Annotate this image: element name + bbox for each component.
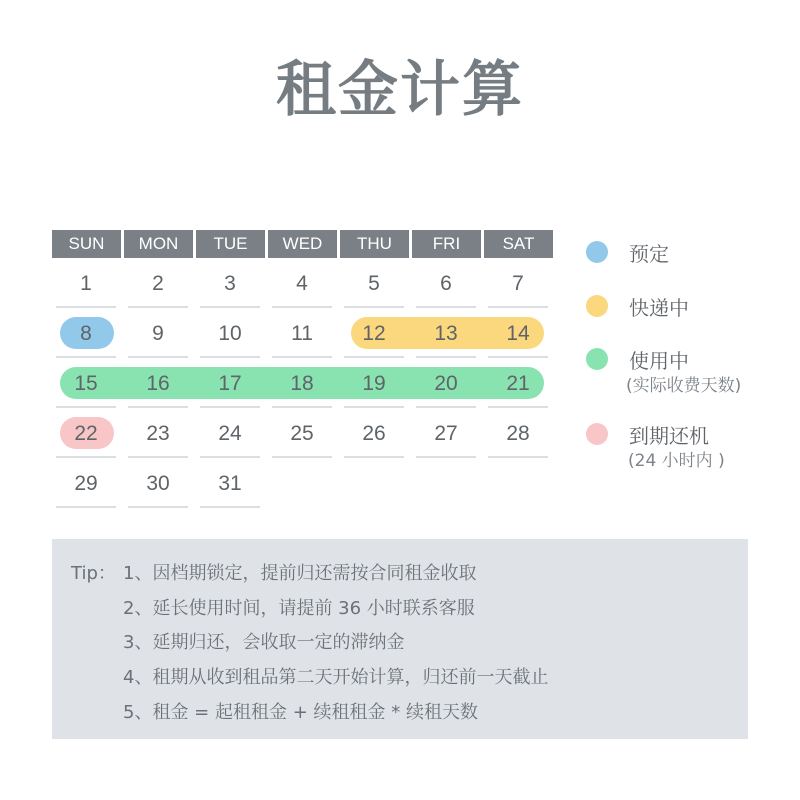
day-cell [128,358,188,408]
day-number: 20 [434,372,458,395]
weekday-header [52,230,555,258]
day-number: 31 [218,472,242,495]
day-number: 22 [74,422,98,445]
tip-item: 1、因档期锁定，提前归还需按合同租金收取 [123,563,477,584]
calendar-week [52,458,555,508]
day-cell [272,358,332,408]
day-number: 15 [74,372,98,395]
day-number: 19 [362,372,386,395]
calendar-week [52,308,555,358]
day-cell [56,458,116,508]
day-number: 26 [362,422,386,445]
day-cell [56,308,116,358]
day-cell [344,408,404,458]
day-number: 21 [506,372,530,395]
tip-item: 5、租金 = 起租租金 + 续租租金 * 续租天数 [123,702,478,723]
day-number: 11 [291,322,313,345]
day-cell [416,308,476,358]
legend-label: 到期还机 [629,424,709,448]
day-cell [128,308,188,358]
day-number: 27 [434,422,458,445]
calendar-week [52,408,555,458]
legend-label: 预定 [629,242,669,266]
day-cell [200,308,260,358]
day-number: 5 [368,272,380,295]
day-cell [416,408,476,458]
day-number: 25 [290,422,314,445]
day-number: 1 [80,272,92,295]
day-number: 24 [218,422,242,445]
weekday-fri: FRI [412,230,481,258]
day-number: 14 [506,322,530,345]
day-cell [272,308,332,358]
day-number: 12 [362,322,386,345]
day-number: 7 [512,272,524,295]
day-cell [200,358,260,408]
day-cell [56,358,116,408]
legend-sub-label: (实际收费天数) [626,376,742,396]
day-cell [128,408,188,458]
day-cell [200,408,260,458]
return-dot-icon [586,423,608,445]
day-cell [344,258,404,308]
tips-prefix: Tip： [71,563,116,584]
legend-label: 使用中 [629,349,689,373]
weekday-wed: WED [268,230,337,258]
day-cell [488,258,548,308]
weekday-mon: MON [124,230,193,258]
day-number: 29 [74,472,98,495]
day-cell [272,408,332,458]
legend-sub-label: (24 小时内 ) [628,451,725,471]
day-cell [200,258,260,308]
page-title: 租金计算 [276,55,524,125]
legend-label: 快递中 [629,296,689,320]
weekday-tue: TUE [196,230,265,258]
day-cell [56,258,116,308]
tip-item: 3、延期归还，会收取一定的滞纳金 [123,632,405,653]
calendar-week [52,358,555,408]
in-use-dot-icon [586,348,608,370]
day-cell [344,358,404,408]
day-cell [488,308,548,358]
day-number: 9 [152,322,164,345]
day-cell [488,358,548,408]
day-cell [200,458,260,508]
weekday-thu: THU [340,230,409,258]
shipping-dot-icon [586,295,608,317]
day-cell [416,258,476,308]
day-cell [488,408,548,458]
day-number: 28 [506,422,530,445]
calendar [52,230,555,508]
day-cell [344,308,404,358]
day-number: 4 [296,272,308,295]
calendar-week [52,258,555,308]
day-number: 18 [290,372,314,395]
day-cell [128,258,188,308]
day-number: 3 [224,272,236,295]
day-cell [416,358,476,408]
tip-item: 4、租期从收到租品第二天开始计算，归还前一天截止 [123,667,549,688]
reserved-dot-icon [586,241,608,263]
tips-panel [52,539,748,739]
day-number: 16 [146,372,170,395]
day-number: 13 [434,322,458,345]
tip-item: 2、延长使用时间，请提前 36 小时联系客服 [123,598,475,619]
day-number: 23 [146,422,170,445]
day-cell [272,258,332,308]
weekday-sun: SUN [52,230,121,258]
day-number: 17 [218,372,242,395]
day-cell [128,458,188,508]
day-number: 8 [80,322,92,345]
day-number: 10 [218,322,242,345]
day-number: 30 [146,472,170,495]
day-cell [56,408,116,458]
day-number: 2 [152,272,164,295]
day-number: 6 [440,272,452,295]
weekday-sat: SAT [484,230,553,258]
